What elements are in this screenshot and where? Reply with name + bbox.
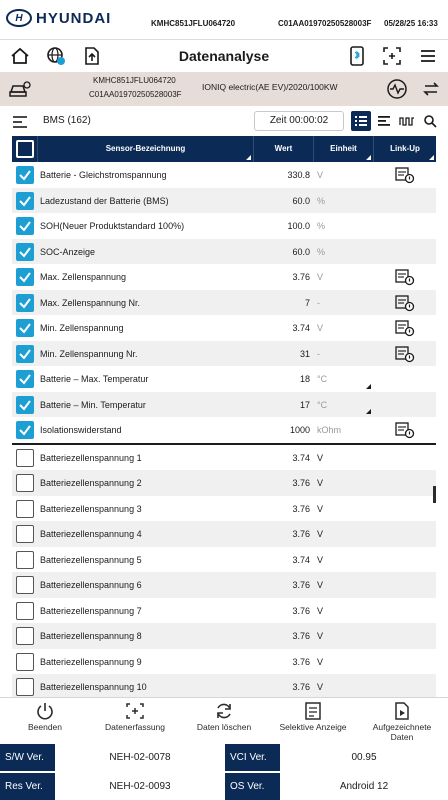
top-bar: [0, 0, 448, 40]
sensor-value: 3.76: [292, 529, 310, 539]
data-toolbar: [0, 106, 448, 136]
screen-capture-icon: [381, 45, 403, 67]
globe-settings-button[interactable]: [44, 44, 68, 68]
checkmark-icon: [16, 370, 34, 388]
table-row[interactable]: [12, 213, 436, 239]
search-button[interactable]: [420, 111, 440, 131]
swap-arrows-icon: [420, 78, 442, 100]
brand: [6, 9, 111, 27]
sensor-value: 60.0: [292, 246, 310, 257]
sensor-name: Ladezustand der Batterie (BMS): [40, 195, 169, 206]
sensor-value: 60.0: [292, 195, 310, 206]
capture-icon: [125, 702, 145, 720]
sensor-value: 3.76: [292, 503, 310, 514]
table-row[interactable]: [12, 572, 436, 598]
selective-view-button[interactable]: [273, 702, 353, 742]
sensor-value: 3.76: [292, 631, 310, 641]
view-graph-button[interactable]: [397, 111, 417, 131]
menu-icon: [417, 45, 439, 67]
sensor-value: 31: [299, 348, 310, 359]
checkmark-icon: [16, 166, 34, 184]
unit-options-icon[interactable]: [366, 409, 371, 414]
sensor-value: 3.76: [292, 272, 310, 282]
table-row[interactable]: [12, 649, 436, 675]
table-row[interactable]: [12, 366, 436, 392]
sensor-name: Batterie – Min. Temperatur: [40, 399, 146, 410]
sensor-name: Batteriezellenspannung 8: [40, 631, 142, 641]
sensor-value: 3.76: [292, 605, 310, 616]
table-row[interactable]: [12, 239, 436, 265]
vehicle-signal-button[interactable]: [386, 78, 408, 100]
table-row[interactable]: [12, 341, 436, 367]
sensor-name: Batteriezellenspannung 4: [40, 529, 142, 539]
link-up-button[interactable]: [395, 268, 415, 286]
sensor-unit: V: [317, 503, 324, 514]
vehicle-info-bar: [0, 72, 448, 106]
row-checkbox[interactable]: [16, 576, 34, 594]
capture-button-label: Datenerfassung: [104, 722, 165, 732]
sensor-value: 3.76: [292, 580, 310, 590]
row-checkbox[interactable]: [16, 217, 34, 235]
capture-button[interactable]: [95, 702, 175, 742]
sw-version-value: NEH-02-0078: [109, 752, 171, 763]
table-row[interactable]: [12, 392, 436, 418]
row-checkbox[interactable]: [16, 449, 34, 467]
link-up-icon: [395, 294, 415, 312]
res-version-label: Res Ver.: [0, 773, 55, 800]
sensor-unit: V: [317, 580, 324, 590]
header-value[interactable]: [254, 136, 314, 162]
sensor-value: 3.76: [292, 682, 310, 692]
sensor-value: 17: [299, 399, 310, 410]
sensor-name: Batterie – Max. Temperatur: [40, 374, 149, 384]
sensor-unit: V: [317, 272, 324, 282]
sensor-unit: %: [317, 221, 326, 231]
brand-name: HYUNDAI: [36, 9, 112, 27]
table-row[interactable]: [12, 445, 436, 471]
sensor-name: Batteriezellenspannung 6: [40, 580, 142, 590]
row-checkbox[interactable]: [16, 500, 34, 518]
header-vehicle-id: C01AA01970250528003F: [278, 19, 372, 28]
recorded-file-icon: [392, 702, 412, 720]
sort-indicator-icon: [429, 155, 434, 160]
vehicle-id: C01AA01970250528003F: [89, 90, 182, 99]
sensor-name: Max. Zellenspannung: [40, 272, 127, 282]
checkmark-icon: [16, 217, 34, 235]
sensor-name: Batteriezellenspannung 10: [40, 682, 147, 692]
table-row[interactable]: [12, 547, 436, 573]
table-row[interactable]: [12, 162, 436, 188]
sensor-unit: V: [317, 323, 324, 333]
header-unit-label: Einheit: [330, 144, 357, 153]
search-icon: [423, 114, 437, 128]
table-row[interactable]: [12, 315, 436, 341]
table-row[interactable]: [12, 598, 436, 624]
car-diagnosis-icon: [8, 78, 32, 100]
sensor-unit: V: [317, 554, 324, 565]
header-sensor-label: Sensor-Bezeichnung: [105, 144, 186, 153]
checkmark-icon: [16, 319, 34, 337]
sensor-name: Batteriezellenspannung 1: [40, 452, 142, 463]
sensor-value: 330.8: [287, 170, 310, 180]
delete-data-button[interactable]: [184, 702, 264, 742]
row-checkbox[interactable]: [16, 474, 34, 492]
refresh-icon: [214, 702, 234, 720]
scrollbar-thumb[interactable]: [433, 486, 436, 503]
version-status-bar: [0, 744, 448, 800]
table-row[interactable]: [12, 417, 436, 443]
sensor-value: 3.74: [292, 554, 310, 565]
document-upload-icon: [81, 45, 103, 67]
row-checkbox[interactable]: [16, 525, 34, 543]
link-up-icon: [395, 166, 415, 184]
row-checkbox[interactable]: [16, 294, 34, 312]
select-all-checkbox[interactable]: [16, 140, 34, 158]
sensor-unit: kOhm: [317, 425, 342, 435]
menu-button[interactable]: [416, 44, 440, 68]
bluetooth-button[interactable]: [345, 44, 369, 68]
link-up-icon: [395, 319, 415, 337]
sensor-unit: V: [317, 170, 324, 180]
checkmark-icon: [16, 243, 34, 261]
row-checkbox[interactable]: [16, 653, 34, 671]
header-value-label: Wert: [274, 144, 293, 153]
vehicle-vin: KMHC851JFLU064720: [93, 76, 176, 85]
link-up-icon: [395, 421, 415, 439]
sensor-value: 3.74: [292, 452, 310, 463]
checkmark-icon: [16, 396, 34, 414]
sw-version-label: S/W Ver.: [0, 744, 55, 771]
delete-data-button-label: Daten löschen: [196, 722, 252, 732]
sensor-unit: °C: [317, 374, 328, 384]
res-version-value: NEH-02-0093: [109, 781, 171, 792]
checkmark-icon: [16, 192, 34, 210]
sensor-value: 3.76: [292, 478, 310, 488]
text-view-icon: [377, 114, 391, 128]
row-checkbox[interactable]: [16, 192, 34, 210]
end-button[interactable]: [5, 702, 85, 742]
row-checkbox[interactable]: [16, 319, 34, 337]
recorded-data-label-line2: Daten: [390, 732, 414, 742]
page-title: Datenanalyse: [178, 48, 270, 64]
table-row[interactable]: [12, 496, 436, 522]
sensor-table: [12, 162, 436, 700]
row-checkbox[interactable]: [16, 166, 34, 184]
table-row[interactable]: [12, 521, 436, 547]
globe-settings-icon: [45, 45, 67, 67]
timer-display: Zeit 00:00:02: [254, 111, 344, 131]
sensor-unit: °C: [317, 399, 328, 410]
header-vin: KMHC851JFLU064720: [151, 19, 236, 28]
link-up-button[interactable]: [395, 345, 415, 363]
sensor-name: Batteriezellenspannung 2: [40, 478, 142, 488]
checkmark-icon: [16, 345, 34, 363]
nav-bar: [0, 40, 448, 72]
sensor-unit: V: [317, 605, 324, 616]
hyundai-logo-icon: H: [6, 9, 32, 27]
sensor-unit: V: [317, 529, 324, 539]
sensor-name: SOH(Neuer Produktstandard 100%): [40, 221, 185, 231]
recorded-data-button[interactable]: [362, 702, 442, 742]
row-checkbox[interactable]: [16, 627, 34, 645]
sort-indicator-icon: [366, 155, 371, 160]
selective-list-icon: [303, 702, 323, 720]
vci-version-value: 00.95: [351, 752, 377, 763]
sensor-unit: %: [317, 246, 326, 257]
checkmark-icon: [16, 268, 34, 286]
screenshot-button[interactable]: [380, 44, 404, 68]
table-row[interactable]: [12, 470, 436, 496]
table-header: [12, 136, 436, 162]
list-filter-icon: [10, 112, 30, 132]
sort-indicator-icon: [246, 155, 251, 160]
row-checkbox[interactable]: [16, 370, 34, 388]
row-checkbox[interactable]: [16, 268, 34, 286]
sensor-unit: %: [317, 195, 326, 206]
header-link-label: Link-Up: [390, 144, 420, 153]
sensor-value: 1000: [289, 425, 310, 435]
sensor-unit: V: [317, 631, 324, 641]
sensor-name: Batterie - Gleichstromspannung: [40, 170, 167, 180]
power-icon: [35, 702, 55, 720]
table-row[interactable]: [12, 188, 436, 214]
header-datetime: 05/28/25 16:33: [384, 19, 438, 28]
checkmark-icon: [16, 421, 34, 439]
checkmark-icon: [16, 294, 34, 312]
row-checkbox[interactable]: [16, 421, 34, 439]
sensor-name: Batteriezellenspannung 9: [40, 656, 142, 667]
sensor-unit: V: [317, 682, 324, 692]
row-checkbox[interactable]: [16, 551, 34, 569]
view-list-button[interactable]: [351, 111, 371, 131]
header-unit[interactable]: [314, 136, 374, 162]
sensor-unit: V: [317, 478, 324, 488]
end-button-label: Beenden: [27, 722, 63, 732]
sensor-name: Batteriezellenspannung 3: [40, 503, 142, 514]
sensor-name: Min. Zellenspannung: [40, 323, 124, 333]
home-button[interactable]: [8, 44, 32, 68]
sensor-value: 7: [304, 297, 310, 308]
os-version-value: Android 12: [339, 781, 389, 792]
module-list-button[interactable]: [10, 112, 30, 132]
row-checkbox[interactable]: [16, 396, 34, 414]
link-up-button[interactable]: [395, 421, 415, 439]
row-checkbox[interactable]: [16, 243, 34, 261]
sensor-unit: -: [317, 297, 320, 308]
bluetooth-device-icon: [346, 45, 368, 67]
link-up-button[interactable]: [395, 294, 415, 312]
link-up-button[interactable]: [395, 166, 415, 184]
signal-wave-icon: [386, 78, 408, 100]
vehicle-switch-button[interactable]: [420, 78, 442, 100]
os-version-label: OS Ver.: [225, 773, 280, 800]
sensor-unit: V: [317, 656, 324, 667]
bottom-action-bar: [0, 697, 448, 743]
header-link[interactable]: [374, 136, 436, 162]
row-checkbox[interactable]: [16, 345, 34, 363]
sensor-value: 3.74: [292, 323, 310, 333]
link-up-icon: [395, 345, 415, 363]
module-name: BMS (162): [43, 115, 91, 126]
sensor-name: Min. Zellenspannung Nr.: [40, 348, 138, 359]
view-text-button[interactable]: [374, 111, 394, 131]
link-up-button[interactable]: [395, 319, 415, 337]
recorded-data-label-line1: Aufgezeichnete: [372, 722, 432, 732]
home-icon: [9, 45, 31, 67]
row-checkbox[interactable]: [16, 678, 34, 696]
header-sensor[interactable]: [38, 136, 254, 162]
table-row[interactable]: [12, 674, 436, 700]
sensor-name: Batteriezellenspannung 5: [40, 554, 142, 565]
header-select-all-cell: [12, 136, 38, 162]
list-view-icon: [354, 114, 368, 128]
sensor-name: Max. Zellenspannung Nr.: [40, 297, 141, 308]
sensor-value: 100.0: [287, 221, 310, 231]
selective-view-button-label: Selektive Anzeige: [279, 722, 347, 732]
table-row[interactable]: [12, 290, 436, 316]
sensor-name: SOC-Anzeige: [40, 246, 96, 257]
vci-version-label: VCI Ver.: [225, 744, 280, 771]
sensor-name: Isolationswiderstand: [40, 425, 122, 435]
sensor-value: 3.76: [292, 656, 310, 667]
table-row[interactable]: [12, 623, 436, 649]
sensor-name: Batteriezellenspannung 7: [40, 605, 142, 616]
graph-view-icon: [399, 114, 415, 128]
link-up-icon: [395, 268, 415, 286]
sensor-unit: -: [317, 348, 320, 359]
vehicle-model: IONIQ electric(AE EV)/2020/100KW: [202, 82, 338, 92]
row-checkbox[interactable]: [16, 602, 34, 620]
upload-button[interactable]: [80, 44, 104, 68]
table-row[interactable]: [12, 264, 436, 290]
unit-options-icon[interactable]: [366, 384, 371, 389]
sensor-unit: V: [317, 452, 324, 463]
sensor-value: 18: [299, 374, 310, 384]
